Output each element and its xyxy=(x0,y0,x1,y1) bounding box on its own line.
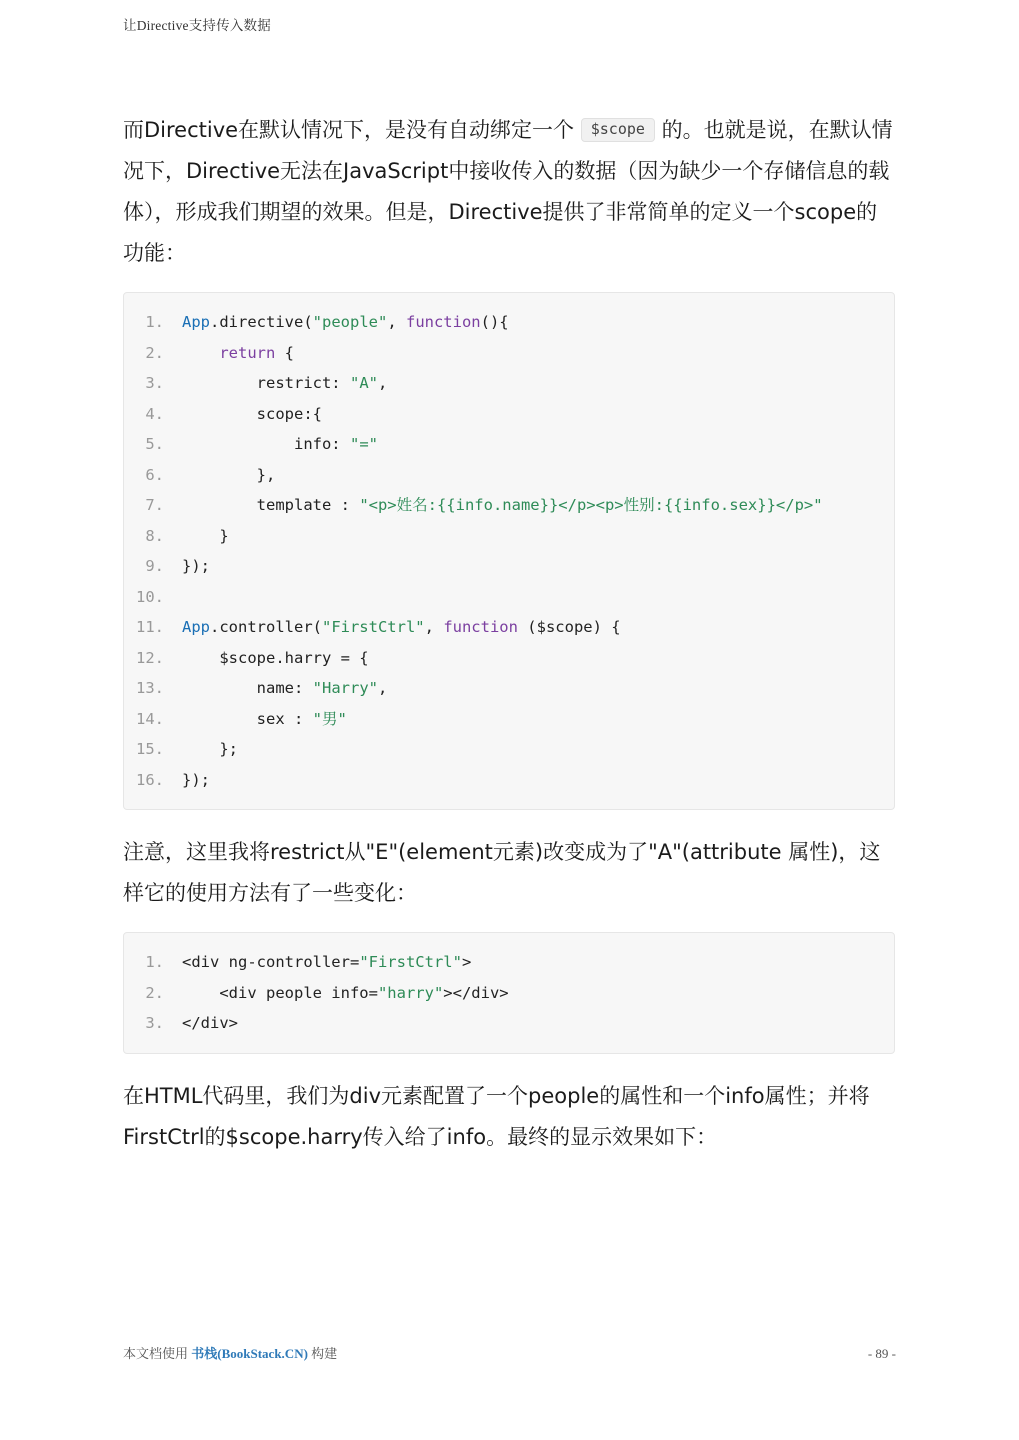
code-line xyxy=(124,460,894,491)
footer-attribution xyxy=(123,1343,337,1362)
line-number: 9. xyxy=(145,557,164,575)
line-content: $scope.harry = { xyxy=(182,648,369,667)
inline-code-scope: $scope xyxy=(581,118,655,142)
code-line xyxy=(124,612,894,643)
line-number: 2. xyxy=(145,983,164,1002)
code-block-directive xyxy=(123,292,895,810)
line-content: }); xyxy=(182,557,210,575)
line-number: 1. xyxy=(145,313,164,331)
line-number: 4. xyxy=(145,404,164,423)
line-number: 10. xyxy=(136,587,164,606)
line-content: return { xyxy=(219,343,294,362)
code-line xyxy=(124,704,894,735)
code-line xyxy=(124,399,894,430)
code-line xyxy=(124,765,894,796)
code-line xyxy=(124,368,894,399)
page-header: 让Directive支持传入数据 xyxy=(123,18,271,33)
line-number: 13. xyxy=(136,679,164,697)
line-content: }, xyxy=(182,465,276,484)
code-line xyxy=(124,521,894,552)
code-line xyxy=(124,338,894,369)
line-number: 5. xyxy=(145,435,164,453)
footer-prefix: 本文档使用 xyxy=(123,1346,192,1361)
line-content: name: "Harry", xyxy=(182,679,388,697)
code-line xyxy=(124,947,894,978)
page-number: - 89 - xyxy=(867,1346,896,1361)
line-number: 11. xyxy=(136,618,164,636)
paragraph-3: 在HTML代码里，我们为div元素配置了一个people的属性和一个info属性；并将FirstCtrl的$scope.harry传入给了info。最终的显示效果如下： xyxy=(123,1083,870,1149)
code-block-html xyxy=(123,932,895,1054)
footer-brand[interactable]: 书栈(BookStack.CN) xyxy=(191,1346,308,1361)
line-number: 7. xyxy=(145,496,164,514)
line-number: 6. xyxy=(145,465,164,484)
line-content: <div people info="harry"></div> xyxy=(182,983,509,1002)
line-number: 8. xyxy=(145,526,164,545)
code-line xyxy=(124,643,894,674)
line-content: info: "=" xyxy=(182,435,378,453)
line-content: </div> xyxy=(182,1014,238,1032)
code-line xyxy=(124,551,894,582)
line-content: restrict: "A", xyxy=(182,374,388,392)
code-line xyxy=(124,307,894,338)
line-number: 12. xyxy=(136,648,164,667)
code-line xyxy=(124,490,894,521)
paragraph-1 xyxy=(123,110,895,274)
line-content: template : "<p>姓名:{{info.name}}</p><p>性别:{{info.sex}}</p>" xyxy=(182,496,823,514)
code-line xyxy=(124,1008,894,1039)
line-content: <div ng-controller="FirstCtrl"> xyxy=(182,953,472,971)
line-content: }); xyxy=(182,770,210,789)
line-content: App.controller("FirstCtrl", function ($scope) { xyxy=(182,618,621,636)
line-number: 16. xyxy=(136,770,164,789)
code-line xyxy=(124,673,894,704)
footer-suffix: 构建 xyxy=(307,1346,338,1361)
line-number: 14. xyxy=(136,709,164,728)
line-content: }; xyxy=(182,740,238,758)
line-number: 2. xyxy=(145,343,164,362)
line-number: 3. xyxy=(145,1014,164,1032)
code-line xyxy=(124,978,894,1009)
line-number: 3. xyxy=(145,374,164,392)
paragraph-2: 注意，这里我将restrict从"E"(element元素)改变成为了"A"(attribute 属性)，这样它的使用方法有了一些变化： xyxy=(123,840,881,905)
line-number: 15. xyxy=(136,740,164,758)
line-content: sex : "男" xyxy=(182,709,347,728)
document-content xyxy=(123,110,895,1170)
code-line xyxy=(124,734,894,765)
line-content: App.directive("people", function(){ xyxy=(182,313,509,331)
line-content: scope:{ xyxy=(182,404,322,423)
paragraph-1-text-before: 而Directive在默认情况下，是没有自动绑定一个 xyxy=(123,118,581,142)
code-line xyxy=(124,429,894,460)
paragraph-1-text-after: 的。也就是说，在默认情况下，Directive无法在JavaScript中接收传入的数据（因为缺少一个存储信息的载体），形成我们期望的效果。但是，Directive提供了非常简单的定义一个scope的功能： xyxy=(123,118,893,265)
line-content: } xyxy=(182,526,229,545)
line-number: 1. xyxy=(145,953,164,971)
code-line xyxy=(124,582,894,613)
